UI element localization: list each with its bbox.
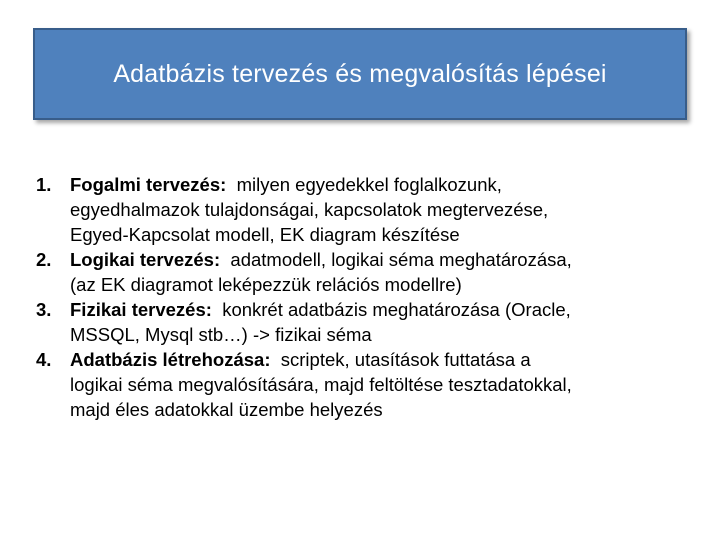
- title-box: [33, 28, 687, 120]
- step-text: milyen egyedekkel foglalkozunk,: [236, 174, 502, 195]
- step-text: adatmodell, logikai séma meghatározása,: [230, 249, 572, 270]
- step-item: [36, 247, 686, 297]
- step-line: [70, 297, 686, 322]
- step-text: scriptek, utasítások futtatása a: [280, 349, 531, 370]
- step-item: [36, 347, 686, 422]
- step-number: 1.: [36, 174, 52, 195]
- step-text: konkrét adatbázis meghatározása (Oracle,: [222, 299, 571, 320]
- step-text: logikai séma megvalósítására, majd feltöltése tesztadatokkal,: [70, 374, 572, 395]
- step-heading: Fogalmi tervezés:: [70, 174, 227, 195]
- step-text: majd éles adatokkal üzembe helyezés: [70, 399, 383, 420]
- step-number: 4.: [36, 349, 52, 370]
- step-line: [70, 347, 686, 372]
- steps-list: [36, 172, 686, 422]
- step-text: MSSQL, Mysql stb…) -> fizikai séma: [70, 324, 372, 345]
- step-heading: Adatbázis létrehozása:: [70, 349, 271, 370]
- step-item: [36, 172, 686, 247]
- step-line: [70, 172, 686, 197]
- step-item: [36, 297, 686, 347]
- step-heading: Fizikai tervezés:: [70, 299, 212, 320]
- slide-title: Adatbázis tervezés és megvalósítás lépései: [113, 59, 607, 88]
- step-number: 3.: [36, 299, 52, 320]
- step-text: egyedhalmazok tulajdonságai, kapcsolatok megtervezése,: [70, 199, 549, 220]
- step-line: [70, 247, 686, 272]
- step-heading: Logikai tervezés:: [70, 249, 221, 270]
- step-number: 2.: [36, 249, 52, 270]
- step-text: (az EK diagramot leképezzük relációs modellre): [70, 274, 462, 295]
- step-text: Egyed-Kapcsolat modell, EK diagram készítése: [70, 224, 460, 245]
